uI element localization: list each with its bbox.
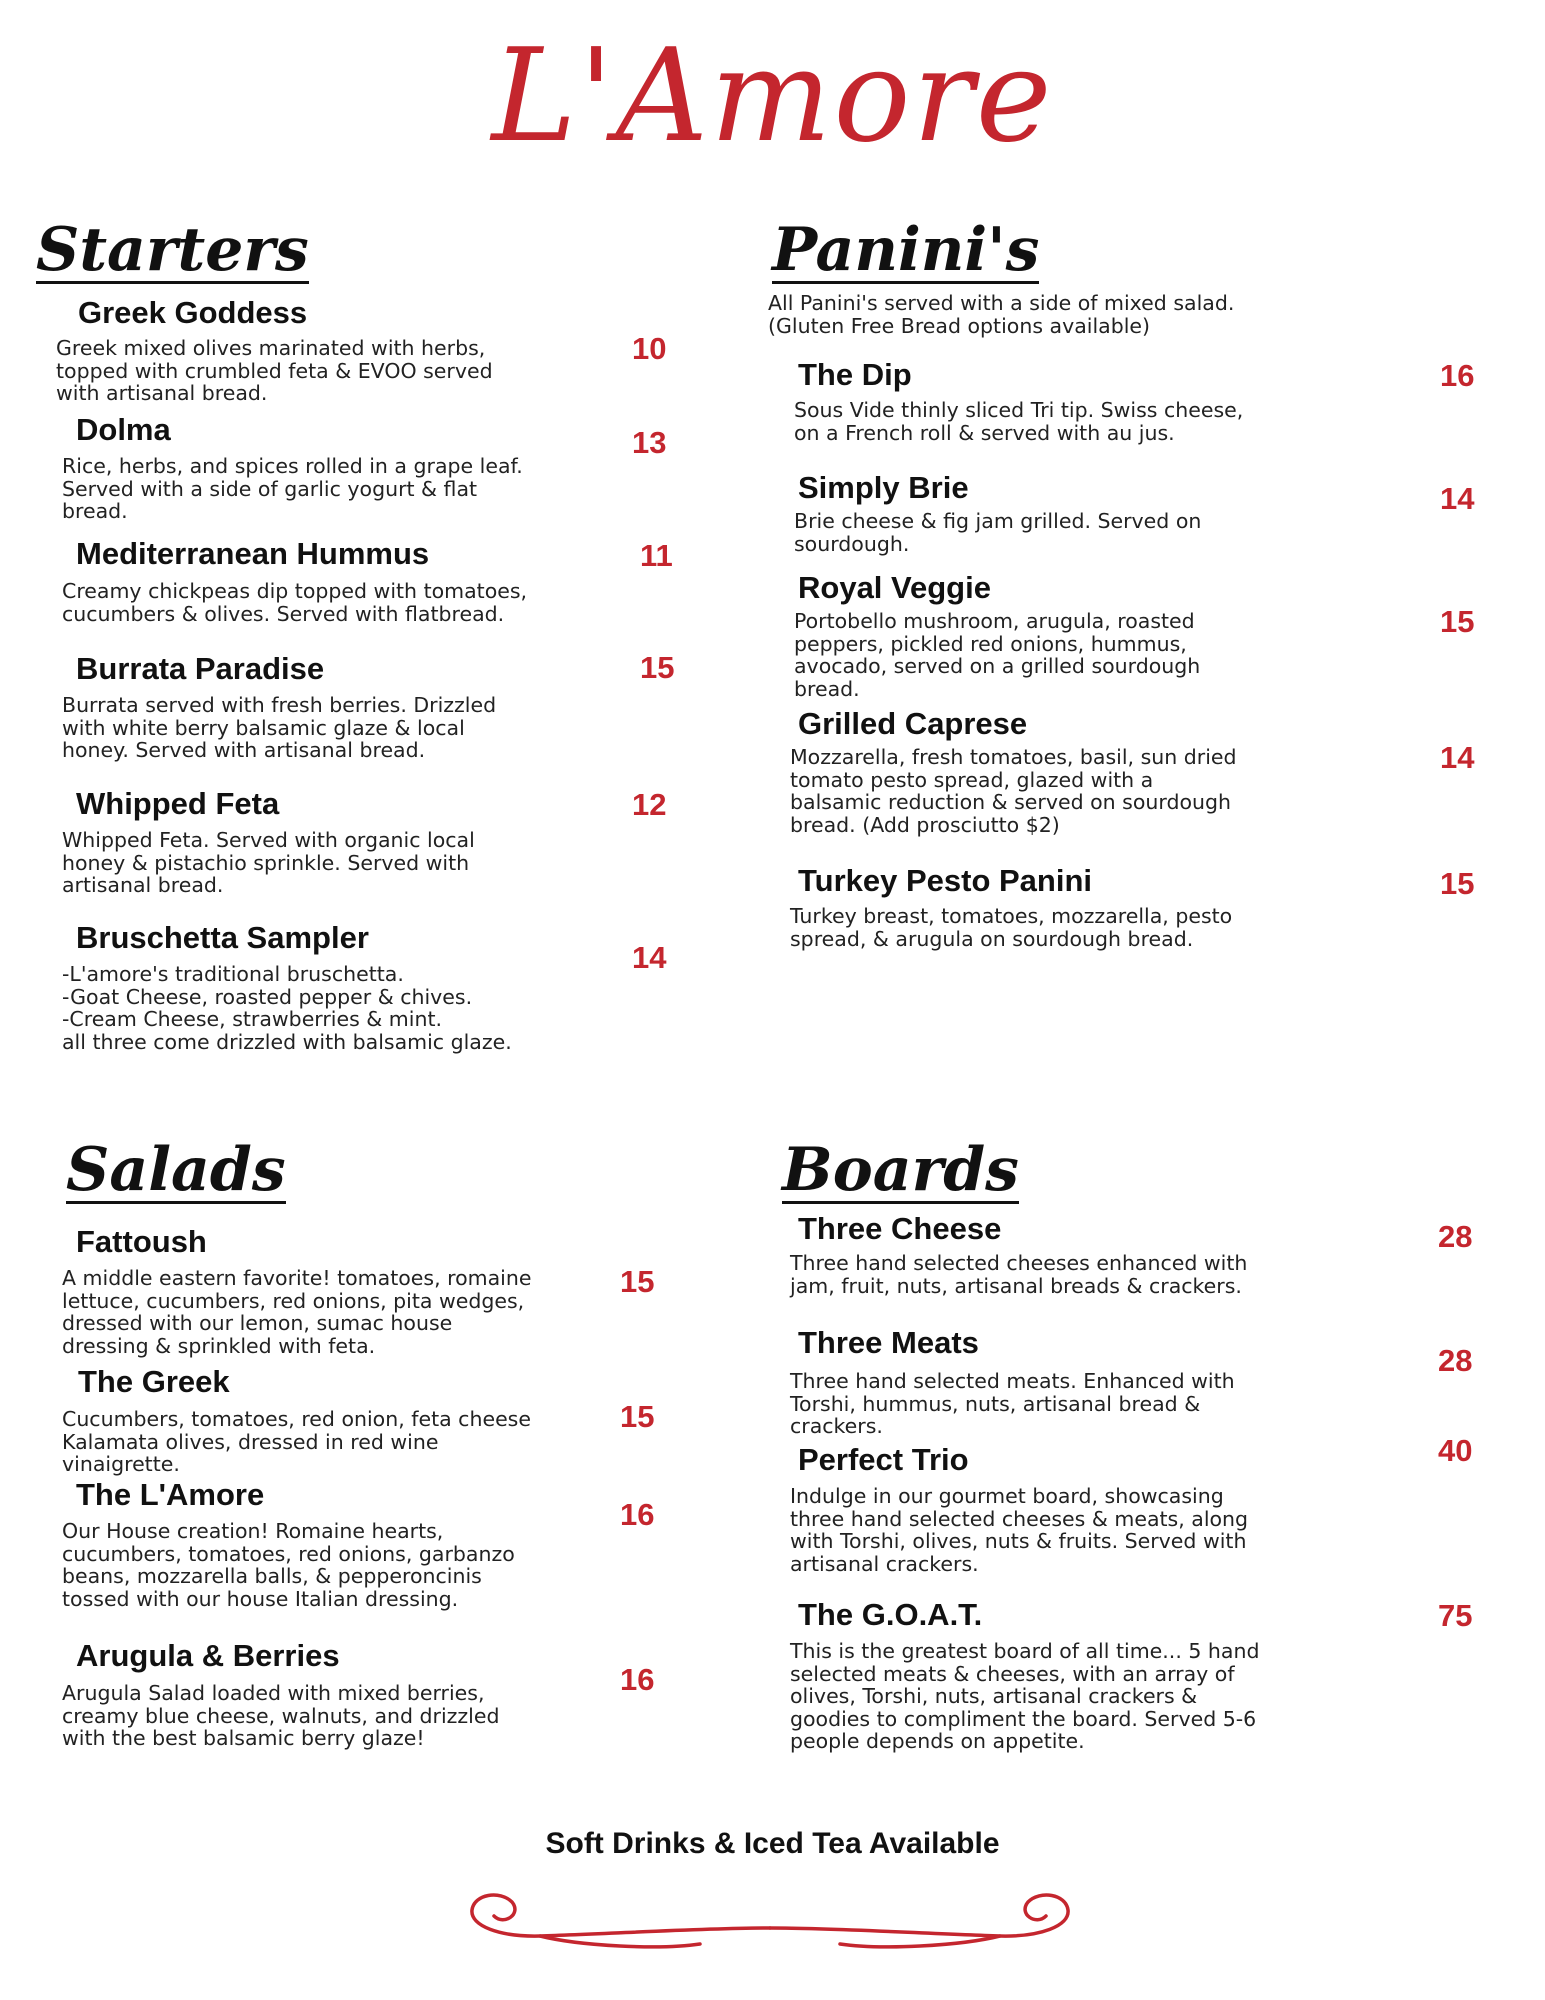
item-name: The G.O.A.T. xyxy=(798,1597,983,1632)
item-price: 14 xyxy=(1440,481,1475,516)
item-name: Bruschetta Sampler xyxy=(76,920,369,955)
item-price: 16 xyxy=(1440,358,1475,393)
item-price: 28 xyxy=(1438,1219,1473,1254)
section-title-salads: Salads xyxy=(66,1135,286,1205)
item-name: Whipped Feta xyxy=(76,786,280,821)
item-name: Arugula & Berries xyxy=(76,1638,340,1673)
restaurant-title: L'Amore xyxy=(491,22,1054,171)
item-name: Grilled Caprese xyxy=(798,706,1028,741)
item-description: -L'amore's traditional bruschetta. -Goat Cheese, roasted pepper & chives. -Cream Cheese, strawberries & mint. all three come drizzled with balsamic glaze. xyxy=(62,962,512,1054)
item-name: Burrata Paradise xyxy=(76,651,325,686)
item-name: Three Cheese xyxy=(798,1211,1002,1246)
item-description: Cucumbers, tomatoes, red onion, feta cheese Kalamata olives, dressed in red wine vinaigrette. xyxy=(62,1407,531,1476)
item-name: Three Meats xyxy=(798,1325,979,1360)
item-name: Fattoush xyxy=(76,1224,207,1259)
item-name: Perfect Trio xyxy=(798,1442,969,1477)
item-price: 15 xyxy=(1440,604,1475,639)
item-price: 15 xyxy=(640,650,675,685)
item-name: The Dip xyxy=(798,357,912,392)
item-name: Simply Brie xyxy=(798,470,969,505)
item-price: 16 xyxy=(620,1497,655,1532)
item-description: Indulge in our gourmet board, showcasing three hand selected cheeses & meats, along with Torshi, olives, nuts & fruits. Served with artisanal crackers. xyxy=(790,1484,1249,1576)
item-description: This is the greatest board of all time... 5 hand selected meats & cheeses, with an array of olives, Torshi, nuts, artisanal crackers & goodies to compliment the board. Served 5-6 people depends on appetite. xyxy=(790,1639,1260,1753)
item-description: Rice, herbs, and spices rolled in a grape leaf. Served with a side of garlic yogurt & flat bread. xyxy=(62,454,523,523)
item-description: Turkey breast, tomatoes, mozzarella, pesto spread, & arugula on sourdough bread. xyxy=(790,904,1233,951)
item-price: 13 xyxy=(632,425,667,460)
item-description: Brie cheese & fig jam grilled. Served on sourdough. xyxy=(794,509,1202,556)
item-name: Greek Goddess xyxy=(78,295,308,330)
item-price: 12 xyxy=(632,787,667,822)
item-name: Dolma xyxy=(76,412,171,447)
item-price: 15 xyxy=(1440,866,1475,901)
item-price: 28 xyxy=(1438,1343,1473,1378)
item-price: 14 xyxy=(632,940,667,975)
item-description: Arugula Salad loaded with mixed berries, creamy blue cheese, walnuts, and drizzled with the best balsamic berry glaze! xyxy=(62,1681,500,1750)
item-price: 14 xyxy=(1440,740,1475,775)
item-price: 11 xyxy=(640,538,673,573)
section-title-boards: Boards xyxy=(782,1135,1019,1205)
item-description: Sous Vide thinly sliced Tri tip. Swiss cheese, on a French roll & served with au jus. xyxy=(794,398,1244,445)
footer-note: Soft Drinks & Iced Tea Available xyxy=(545,1827,1000,1860)
item-price: 16 xyxy=(620,1662,655,1697)
item-description: Greek mixed olives marinated with herbs, topped with crumbled feta & EVOO served with artisanal bread. xyxy=(56,336,493,405)
item-description: Three hand selected cheeses enhanced with jam, fruit, nuts, artisanal breads & crackers. xyxy=(790,1251,1248,1298)
item-price: 15 xyxy=(620,1264,655,1299)
item-description: A middle eastern favorite! tomatoes, romaine lettuce, cucumbers, red onions, pita wedges, dressed with our lemon, sumac house dressing & sprinkled with feta. xyxy=(62,1266,532,1358)
item-description: Portobello mushroom, arugula, roasted peppers, pickled red onions, hummus, avocado, served on a grilled sourdough bread. xyxy=(794,609,1201,701)
item-price: 40 xyxy=(1438,1433,1473,1468)
section-note: All Panini's served with a side of mixed salad. (Gluten Free Bread options available) xyxy=(768,291,1235,338)
item-name: The Greek xyxy=(78,1364,230,1399)
section-title-starters: Starters xyxy=(36,215,309,285)
item-description: Whipped Feta. Served with organic local honey & pistachio sprinkle. Served with artisanal bread. xyxy=(62,828,475,897)
item-name: The L'Amore xyxy=(76,1477,265,1512)
section-title-panini: Panini's xyxy=(772,215,1040,285)
decorative-flourish xyxy=(460,1880,1080,1960)
item-price: 75 xyxy=(1438,1598,1473,1633)
item-description: Creamy chickpeas dip topped with tomatoes, cucumbers & olives. Served with flatbread. xyxy=(62,579,528,626)
item-description: Burrata served with fresh berries. Drizzled with white berry balsamic glaze & local honey. Served with artisanal bread. xyxy=(62,693,497,762)
item-price: 10 xyxy=(632,331,667,366)
item-name: Turkey Pesto Panini xyxy=(798,863,1093,898)
item-description: Our House creation! Romaine hearts, cucumbers, tomatoes, red onions, garbanzo beans, mozzarella balls, & pepperoncinis tossed with our house Italian dressing. xyxy=(62,1519,515,1611)
item-name: Mediterranean Hummus xyxy=(76,536,430,571)
item-name: Royal Veggie xyxy=(798,570,991,605)
item-description: Mozzarella, fresh tomatoes, basil, sun dried tomato pesto spread, glazed with a balsamic reduction & served on sourdough bread. (Add prosciutto $2) xyxy=(790,745,1237,837)
item-description: Three hand selected meats. Enhanced with Torshi, hummus, nuts, artisanal bread & crackers. xyxy=(790,1369,1235,1438)
item-price: 15 xyxy=(620,1399,655,1434)
